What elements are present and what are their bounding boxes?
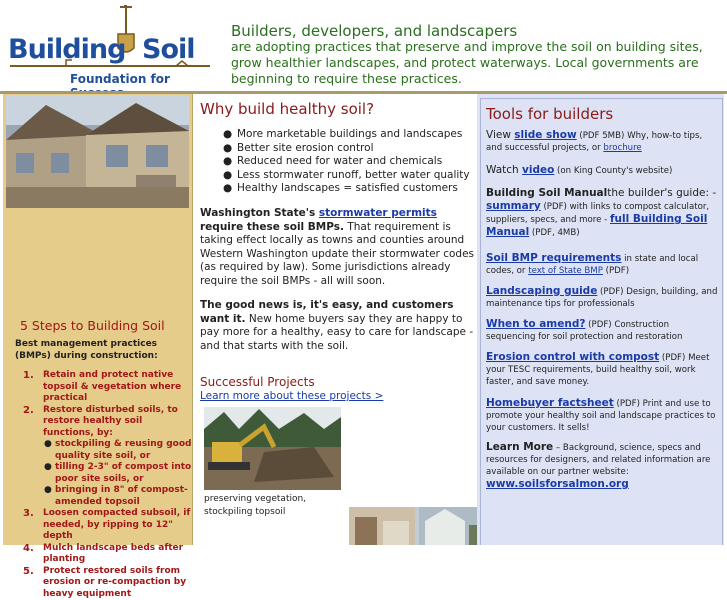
- step-item: [23, 543, 193, 566]
- bullet-icon: ●: [223, 169, 232, 183]
- homebuyer-item: [486, 397, 719, 434]
- logo-tagline: Foundation for: [70, 72, 214, 100]
- steps-list: [23, 370, 193, 600]
- good-news-bold: The good news is, it's easy, and customers want it.: [200, 299, 454, 325]
- photo-caption: preserving vegetation, stockpiling topsoil: [204, 493, 344, 518]
- video-item: [486, 164, 719, 177]
- site-header: [0, 0, 727, 92]
- bullet-icon: ●: [223, 182, 232, 196]
- video-link[interactable]: video: [522, 164, 554, 176]
- permits-paragraph: [200, 207, 478, 288]
- good-news-paragraph: [200, 299, 478, 353]
- benefit-text: Healthy landscapes = satisfied customers: [237, 182, 458, 194]
- substep-text: bringing in 8" of compost-amended topsoil: [55, 485, 188, 507]
- main-content: [193, 94, 477, 545]
- video-description: (on King County's website): [554, 166, 672, 176]
- permits-intro: Washington State's: [200, 207, 319, 219]
- soil-bmp-requirements-link[interactable]: Soil BMP requirements: [486, 252, 621, 264]
- slide-show-link[interactable]: slide show: [514, 129, 576, 141]
- bullet-icon: ●: [223, 155, 232, 169]
- bmp-intro: Best management practices (BMPs) during construction:: [15, 338, 193, 362]
- benefit-text: Reduced need for water and chemicals: [237, 155, 442, 167]
- header-title: Builders, developers, and landscapers: [231, 22, 517, 40]
- substeps-list: [43, 439, 193, 508]
- requirements-text-1: in state and local codes, or: [486, 254, 698, 276]
- when-to-amend-link[interactable]: When to amend?: [486, 318, 585, 330]
- manual-text-1: the builder's guide: -: [607, 187, 716, 199]
- tools-sidebar: [477, 94, 724, 545]
- substep-item: [43, 462, 193, 485]
- bullet-icon: ●: [223, 128, 232, 142]
- step-number: 2.: [23, 405, 34, 417]
- building-soil-logo[interactable]: [6, 4, 214, 88]
- substep-text: tilling 2-3" of compost into poor site soils, or: [55, 462, 191, 484]
- step-text: Loosen compacted subsoil, if needed, by ripping to 12" depth: [43, 508, 190, 541]
- benefit-text: Less stormwater runoff, better water quality: [237, 169, 470, 181]
- step-item: [23, 566, 193, 600]
- requirements-text-2: (PDF): [603, 266, 629, 276]
- permits-detail: That requirement is taking effect locally as towns and counties around Western Washington update their stormwater codes (as required by law). Some jurisdictions already require the soil BMPs - all will soon.: [200, 221, 474, 287]
- slide-description: (PDF 5MB) Why, how-to tips, and successful projects, or: [486, 131, 702, 153]
- step-number: 3.: [23, 508, 34, 520]
- good-news-text: New home buyers say they are happy to pay more for a healthy, easy to care for landscape - and that starts with the soil.: [200, 313, 473, 352]
- logo-word-soil: Soil: [142, 34, 195, 65]
- manual-text-2: (PDF) with links to compost calculator, suppliers, specs, and more -: [486, 202, 709, 225]
- bullet-icon: ●: [44, 462, 52, 474]
- substep-item: [43, 485, 193, 508]
- excavator-photo[interactable]: [204, 407, 341, 490]
- learn-more-projects-link[interactable]: Learn more about these projects >: [200, 390, 383, 402]
- full-manual-link[interactable]: full Building Soil Manual: [486, 213, 707, 238]
- projects-title: Successful Projects: [200, 375, 315, 389]
- amend-item: [486, 318, 719, 343]
- step-text: Protect restored soils from erosion or re-compaction by heavy equipment: [43, 566, 186, 599]
- soils-for-salmon-link[interactable]: www.soilsforsalmon.org: [486, 478, 629, 490]
- step-text: Retain and protect native topsoil & vegetation where practical: [43, 370, 181, 403]
- benefit-item: [223, 182, 470, 196]
- manual-text-3: (PDF, 4MB): [529, 228, 579, 238]
- left-sidebar: [3, 94, 193, 545]
- learn-more-text: – Background, science, specs and resources for designers, and related information are available on our partner website:: [486, 443, 710, 477]
- bullet-icon: ●: [44, 439, 52, 451]
- homebuyer-text: (PDF) Print and use to promote your healthy soil and landscape practices to your customers. It sells!: [486, 399, 715, 433]
- learn-more-item: [486, 441, 719, 491]
- slide-show-item: [486, 129, 719, 154]
- logo-word-building: Building: [8, 34, 125, 65]
- amend-text: (PDF) Construction sequencing for soil protection and restoration: [486, 320, 682, 342]
- benefit-text: More marketable buildings and landscapes: [237, 128, 462, 140]
- landscaping-item: [486, 285, 719, 310]
- benefits-list: [223, 128, 470, 196]
- video-prefix: Watch: [486, 164, 522, 176]
- benefit-text: Better site erosion control: [237, 142, 374, 154]
- manual-title: Building Soil Manual: [486, 187, 607, 199]
- benefit-item: [223, 169, 470, 183]
- step-text: Restore disturbed soils, to restore healthy soil functions, by:: [43, 405, 178, 438]
- steps-title: 5 Steps to Building Soil: [20, 318, 165, 333]
- why-title: Why build healthy soil?: [200, 100, 374, 118]
- step-number: 4.: [23, 543, 34, 555]
- substep-item: [43, 439, 193, 462]
- benefit-item: [223, 155, 470, 169]
- header-text: are adopting practices that preserve and improve the soil on building sites, grow healthier landscapes, and protect waterways. Local governments are beginning to require these practices.: [231, 39, 721, 87]
- house-construction-photo: [6, 95, 189, 208]
- step-text: Mulch landscape beds after planting: [43, 543, 183, 565]
- brochure-link[interactable]: brochure: [603, 143, 641, 153]
- benefit-item: [223, 142, 470, 156]
- slide-prefix: View: [486, 129, 514, 141]
- landscaping-text: (PDF) Design, building, and maintenance tips for professionals: [486, 287, 717, 309]
- bullet-icon: ●: [44, 485, 52, 497]
- learn-more-title: Learn More: [486, 441, 553, 453]
- substep-text: stockpiling & reusing good quality site soil, or: [55, 439, 191, 461]
- summary-link[interactable]: summary: [486, 200, 541, 212]
- step-item: [23, 405, 193, 509]
- step-number: 1.: [23, 370, 34, 382]
- homebuyer-factsheet-link[interactable]: Homebuyer factsheet: [486, 397, 614, 409]
- step-item: [23, 508, 193, 543]
- benefit-item: [223, 128, 470, 142]
- state-bmp-link[interactable]: text of State BMP: [528, 266, 603, 276]
- project-photos-strip[interactable]: [349, 507, 487, 545]
- tools-box: [480, 98, 723, 545]
- stormwater-permits-link[interactable]: stormwater permits: [319, 207, 437, 219]
- erosion-item: [486, 351, 719, 388]
- erosion-text: (PDF) Meet your TESC requirements, build healthy soil, work faster, and save money.: [486, 353, 709, 387]
- erosion-control-link[interactable]: Erosion control with compost: [486, 351, 659, 363]
- tools-title: Tools for builders: [486, 105, 613, 123]
- requirements-item: [486, 252, 719, 277]
- bullet-icon: ●: [223, 142, 232, 156]
- step-item: [23, 370, 193, 405]
- landscaping-guide-link[interactable]: Landscaping guide: [486, 285, 597, 297]
- step-number: 5.: [23, 566, 34, 578]
- manual-item: [486, 187, 719, 239]
- permits-requirement: require these soil BMPs.: [200, 221, 344, 233]
